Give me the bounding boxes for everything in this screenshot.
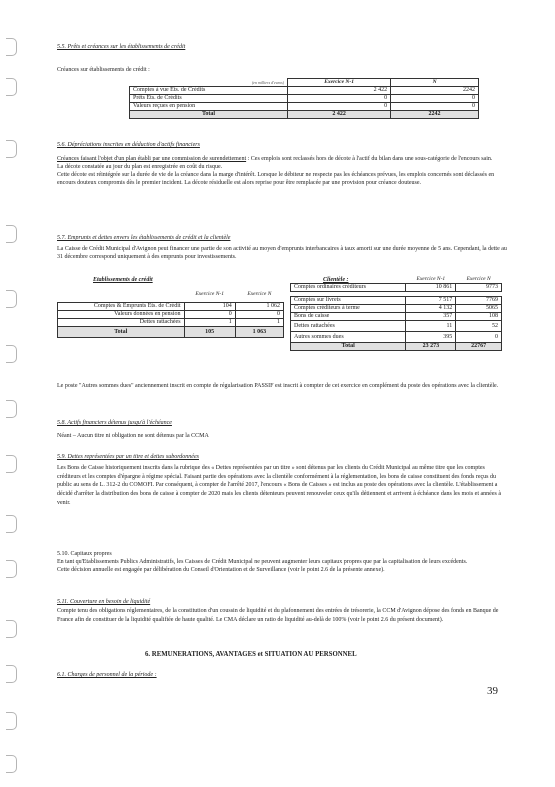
clientele-title: Clientèle : (323, 277, 349, 283)
cell-n: 0 (456, 332, 502, 343)
total-n: 1 063 (235, 327, 283, 338)
cell-n1: 11 (406, 321, 456, 332)
cell-n1: 2 422 (288, 87, 391, 95)
section-5-6-body (57, 156, 507, 188)
binder-ring (6, 400, 17, 418)
table-row (291, 305, 502, 313)
paragraph: Cette décision annuelle est engagée par délibération du Conseil d'Orientation et de Surveillance (voir le point 2.6 de la présente annexe). (57, 566, 385, 573)
section-5-7-paragraph: La Caisse de Crédit Municipal d'Avignon peut financer une partie de son activité au moyen d'emprunts interbancaires à taux amorti sur une durée moyenne de 5 ans. Cependant, la dette au 31 décembre correspond uniquement à des emprunts pour investissements. (57, 246, 507, 260)
cell-n: 1 (235, 319, 283, 327)
total-n1: 2 422 (288, 111, 391, 119)
table-row (130, 103, 479, 111)
paragraph: En tant qu'Etablissements Publics Administratifs, les Caisses de Crédit Municipal ne peuvent augmenter leurs capitaux propres que par la capitalisation de leurs excédents. (57, 559, 468, 565)
section-5-6-heading: 5.6. Dépréciations inscrites en déduction d'actifs financiers (57, 142, 200, 148)
cell-n1: 357 (406, 313, 456, 321)
cell-n: 9773 (456, 284, 502, 292)
cell-n: 52 (456, 321, 502, 332)
section-5-8-heading: 5.8. Actifs financiers détenus jusqu'à l'échéance (57, 420, 172, 426)
total-row (58, 327, 284, 338)
col-header-n: Exercice N (247, 290, 272, 297)
table-row (130, 87, 479, 95)
credit-institutions-title: Etablissements de crédit (93, 277, 153, 283)
credit-institutions-claims-table (129, 78, 479, 119)
cell-n1: 10 861 (406, 284, 456, 292)
unit-note: (en milliers d'euros) (251, 79, 285, 85)
cell-n1: 4 132 (406, 305, 456, 313)
section-5-10-body (57, 559, 507, 575)
row-label: Autres sommes dues (291, 332, 406, 343)
row-label: Prêts Ets. de Crédits (130, 95, 288, 103)
cell-n1: 104 (184, 303, 235, 311)
cell-n: 108 (456, 313, 502, 321)
row-label: Comptes créditeurs à terme (291, 305, 406, 313)
col-header-n: N (391, 79, 479, 87)
cell-n1: 0 (288, 103, 391, 111)
row-label: Dettes rattachées (291, 321, 406, 332)
row-label: Comptes sur livrets (291, 297, 406, 305)
total-n: 2242 (391, 111, 479, 119)
binder-ring (6, 345, 17, 363)
table-row (58, 303, 284, 311)
total-n1: 23 273 (406, 343, 456, 351)
cell-n: 0 (391, 95, 479, 103)
cell-n1: 0 (288, 95, 391, 103)
paragraph: Cette décote est réintégrée sur la durée de vie de la créance dans la marge d'intérêt. Lorsque le débiteur ne respecte pas les échéances prévues, les emplois concernés sont déclassés en encours douteux compromis dès le premier incident. La décote résiduelle est alors reprise pour être remplacée par une provision pour créance douteuse. (57, 171, 495, 186)
table-row (130, 95, 479, 103)
binder-ring (6, 225, 17, 243)
total-row (130, 111, 479, 119)
row-label: Bons de caisse (291, 313, 406, 321)
table-row (58, 311, 284, 319)
binder-ring (6, 755, 17, 773)
row-label: Comptes ordinaires créditeurs (291, 284, 406, 292)
row-label: Comptes à vue Ets. de Crédits (130, 87, 288, 95)
surendettement-text: : Ces emplois sont reclassés hors de décote à l'actif du bilan dans une sous-catégorie de l'encours sain. (246, 156, 493, 162)
cell-n: 5065 (456, 305, 502, 313)
col-header-n1: Exercice N-1 (288, 79, 391, 87)
section-5-8-paragraph: Néant – Aucun titre ni obligation ne sont détenus par la CCMA (57, 433, 209, 439)
cell-n1: 395 (406, 332, 456, 343)
binder-ring (6, 455, 17, 473)
binder-ring (6, 140, 17, 158)
binder-ring (6, 665, 17, 683)
section-6-heading: 6. REMUNERATIONS, AVANTAGES et SITUATION AU PERSONNEL (145, 651, 357, 658)
row-label: Valeurs reçues en pension (130, 103, 288, 111)
cell-n: 0 (235, 311, 283, 319)
cell-n: 0 (391, 103, 479, 111)
paragraph: La décote constatée au jour du plan est enregistrée en coût du risque. (57, 163, 223, 170)
col-header-n: Exercice N (466, 276, 491, 282)
section-5-9-paragraph: Les Bons de Caisse historiquement inscrits dans la rubrique des « Dettes représentées par un titre » sont détenus par les clients du Crédit Municipal au même titre que les comptes créditeurs et les comptes d'épargne à régime spécial. Faisant partie des opérations avec la clientèle conformément à la réglementation, les bons de caisse constituent des fonds reçus du public au sens de L. 312-2 du COMOFI. Par conséquent, à compter de l'arrêté 2017, l'encours « Bons de Caisses » est inclus au poste des opérations avec la clientèle. L'établissement a décidé d'arrêter la distribution des bons de caisse à compter de 2020 mais les clients détenteurs peuvent renouveler ceux qu'ils détiennent et arrivent à échéance dans les mois et années à venir. (57, 465, 501, 506)
row-label: Comptes & Emprunts Ets. de Crédit (58, 303, 185, 311)
table-row (291, 297, 502, 305)
cell-n: 7769 (456, 297, 502, 305)
binder-ring (6, 38, 17, 56)
row-label: Valeurs données en pension (58, 311, 185, 319)
total-label: Total (58, 327, 185, 338)
binder-ring (6, 290, 17, 308)
total-label: Total (130, 111, 288, 119)
table-row (58, 319, 284, 327)
clientele-debts-table (290, 276, 502, 351)
col-header-n1: Exercice N-1 (416, 276, 446, 282)
binder-ring (6, 560, 17, 578)
cell-n: 1 062 (235, 303, 283, 311)
col-header-n1: Exercice N-1 (195, 290, 224, 297)
row-label: Dettes rattachées (58, 319, 185, 327)
autres-sommes-note: Le poste "Autres sommes dues" anciennement inscrit en compte de régularisation PASSIF est inscrit à compter de cet exercice en complément du poste des opérations avec la clientèle. (57, 383, 499, 389)
section-5-10-heading: 5.10. Capitaux propres (57, 551, 112, 557)
total-n: 22767 (456, 343, 502, 351)
binder-ring (6, 78, 17, 96)
binder-margin (0, 0, 30, 787)
table-row (291, 313, 502, 321)
page-number: 39 (487, 685, 498, 697)
cell-n: 2242 (391, 87, 479, 95)
total-n1: 105 (184, 327, 235, 338)
section-5-5-intro: Créances sur établissements de crédit : (57, 67, 150, 73)
section-5-9-heading: 5.9. Dettes représentées par un titre et dettes subordonnées (57, 454, 199, 460)
table-row (291, 321, 502, 332)
binder-ring (6, 620, 17, 638)
surendettement-label: Créances faisant l'objet d'un plan établi par une commission de surendettement (57, 156, 247, 162)
section-5-7-heading: 5.7. Emprunts et dettes envers les établissements de crédit et la clientèle (57, 235, 231, 241)
cell-n1: 7 517 (406, 297, 456, 305)
total-row (291, 343, 502, 351)
section-5-5-heading: 5.5. Prêts et créances sur les établissements de crédit (57, 44, 186, 50)
cell-n1: 1 (184, 319, 235, 327)
credit-institutions-debts-table (57, 286, 284, 338)
total-label: Total (291, 343, 406, 351)
section-6-1-heading: 6.1. Charges de personnel de la période : (57, 672, 157, 678)
section-5-11-paragraph: Compte tenu des obligations réglementaires, de la constitution d'un coussin de liquidité et du plafonnement des entrées de trésorerie, la CCM d'Avignon dépose des fonds en Banque de France afin de constituer de la liquidité qualifiée de haute qualité. Le CMA déclare un ratio de liquidité au-delà de 100% (voir le point 2.6 du présent document). (57, 608, 499, 623)
binder-ring (6, 712, 17, 730)
table-row (291, 332, 502, 343)
binder-ring (6, 515, 17, 533)
section-5-11-heading: 5.11. Couverture en besoin de liquidité (57, 599, 151, 605)
cell-n1: 0 (184, 311, 235, 319)
table-row (291, 284, 502, 292)
